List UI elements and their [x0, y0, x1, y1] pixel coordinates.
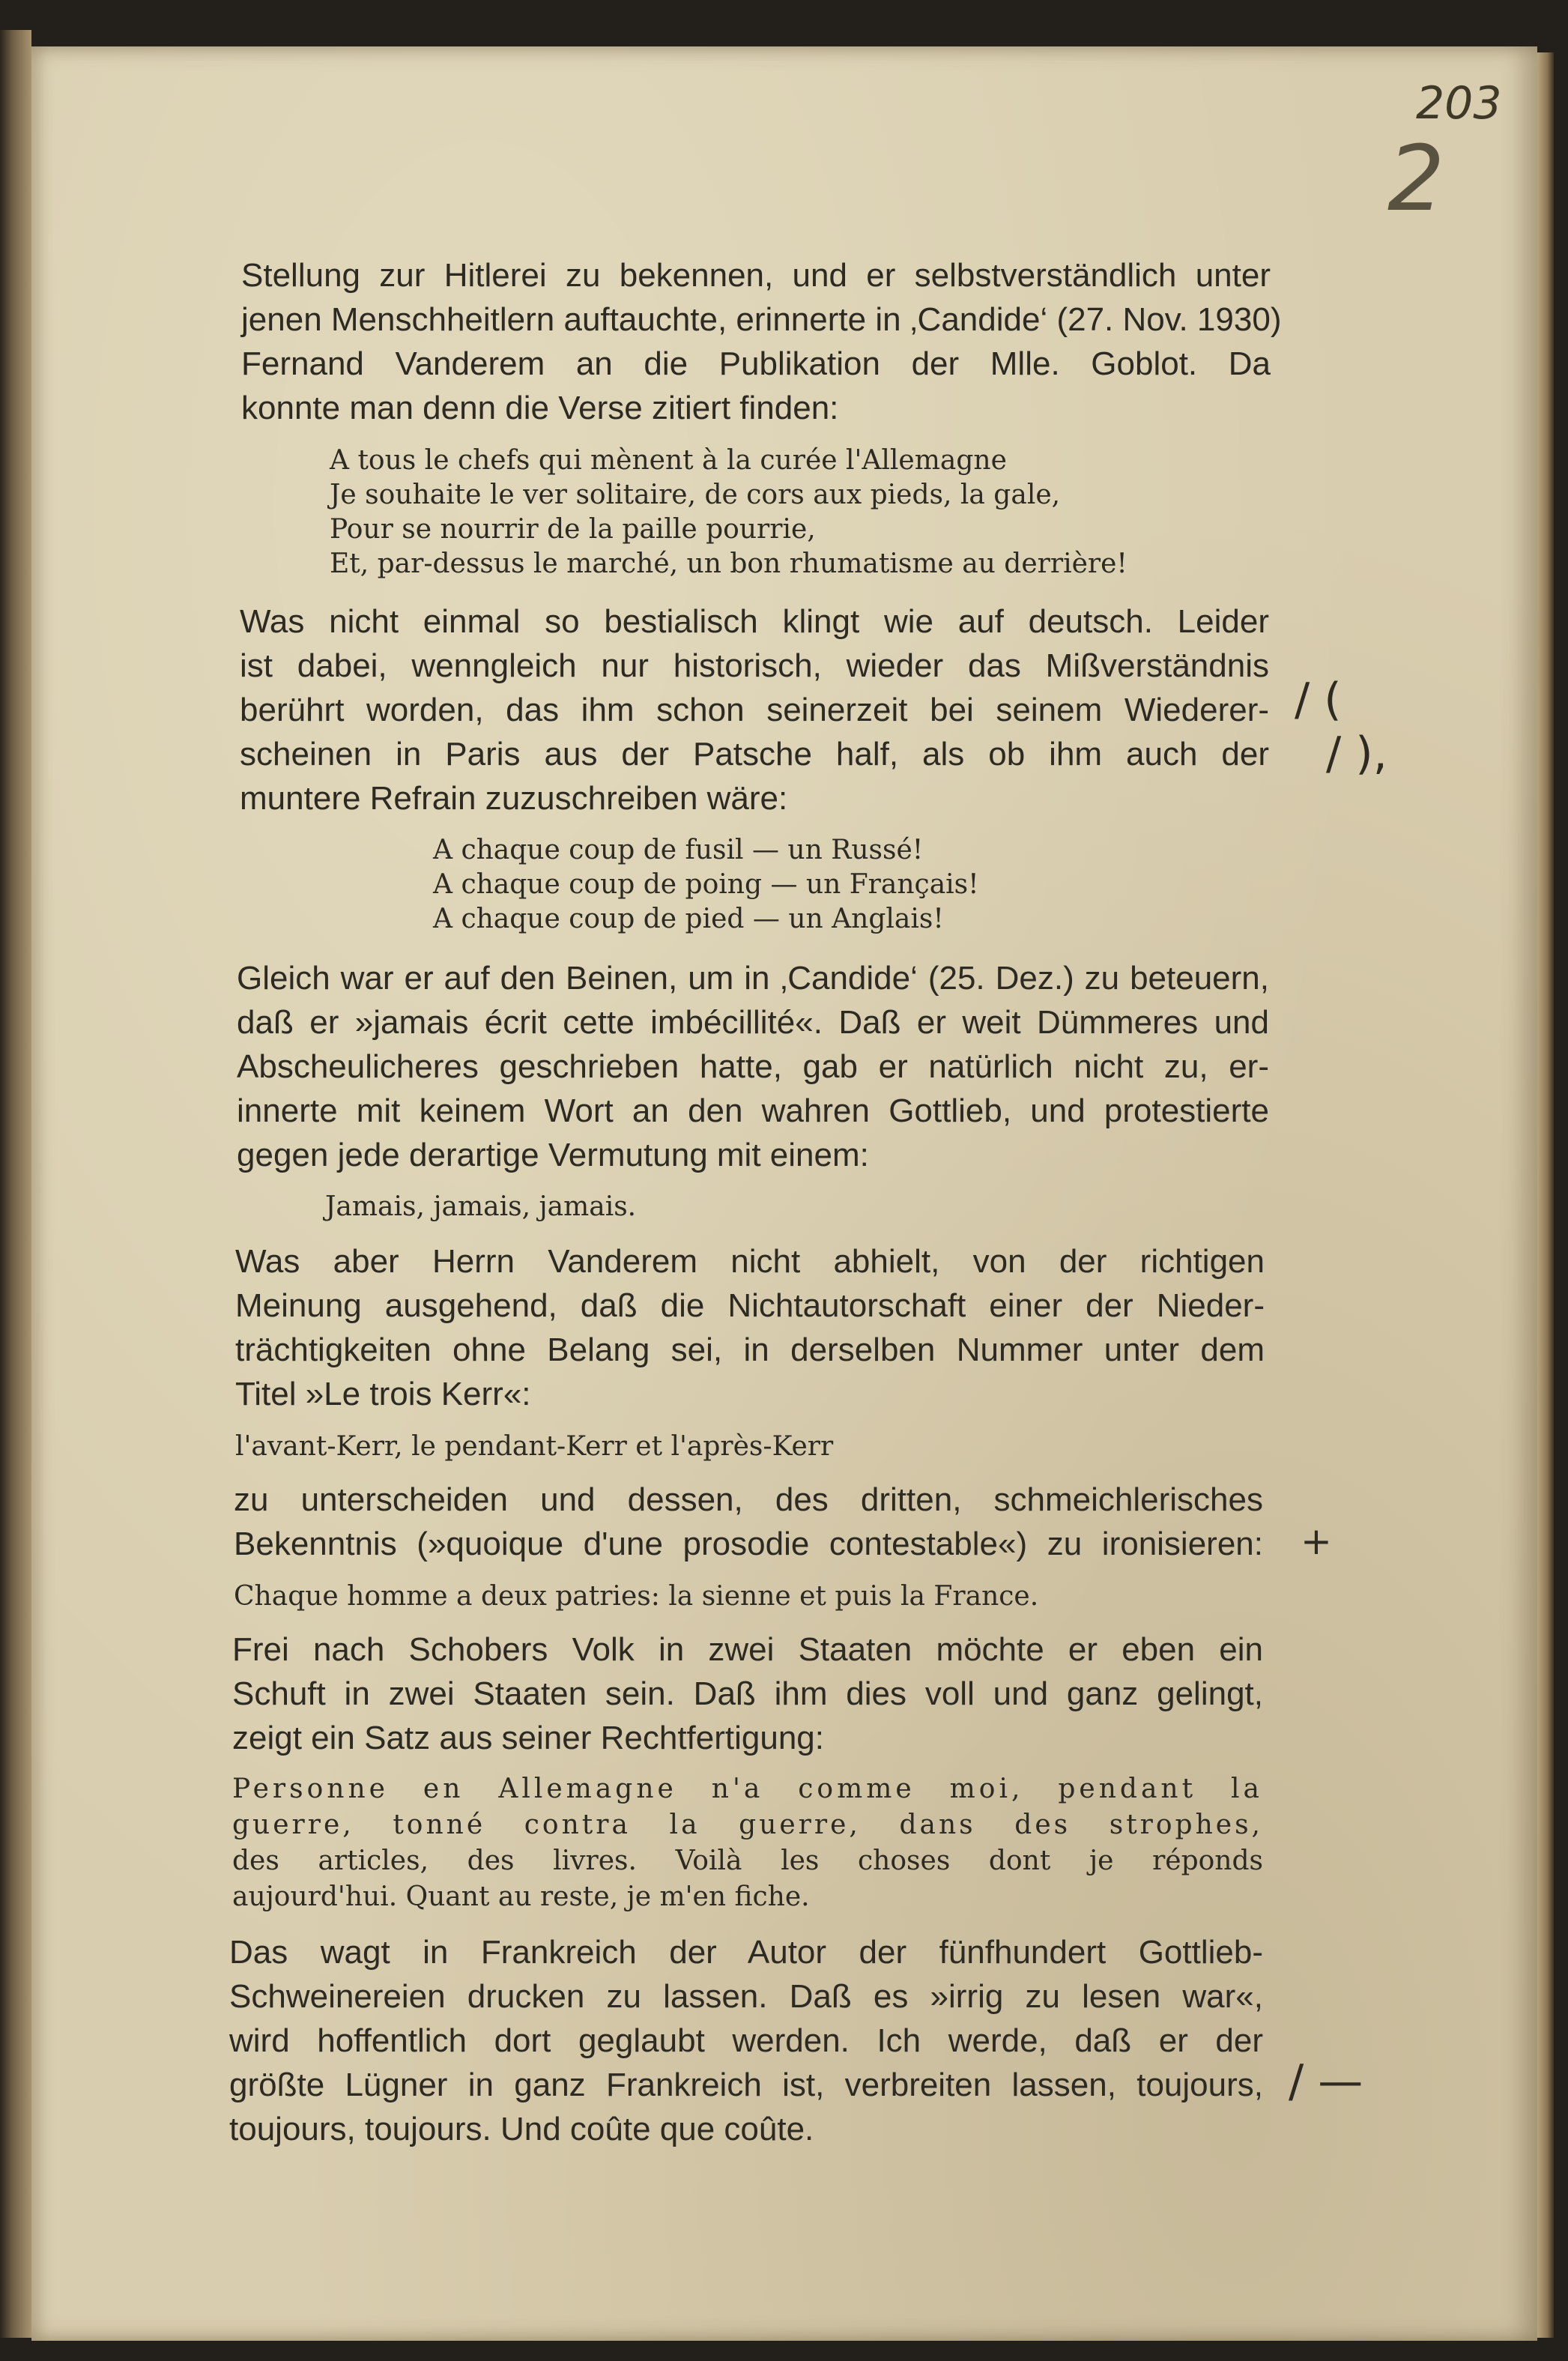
quote-line: guerre, tonné contra la guerre, dans des strophes, — [232, 1810, 1263, 1840]
text-line: Bekenntnis (»quoique d'une prosodie contestable«) zu ironisieren: — [234, 1526, 1263, 1562]
text-line: größte Lügner in ganz Frankreich ist, verbreiten lassen, toujours, — [229, 2067, 1263, 2103]
text-line: scheinen in Paris aus der Patsche half, als ob ihm auch der — [240, 736, 1269, 773]
text-line: innerte mit keinem Wort an den wahren Gottlieb, und protestierte — [237, 1092, 1269, 1129]
quote-deux-patries: Chaque homme a deux patries: la sienne et puis la France. — [234, 1581, 1039, 1612]
paragraph-7 — [229, 1930, 1263, 2151]
text-line: trächtigkeiten ohne Belang sei, in derselben Nummer unter dem — [235, 1331, 1265, 1368]
verse-line: A chaque coup de fusil — un Russé! — [433, 835, 924, 865]
text-line: daß er »jamais écrit cette imbécillité«. Daß er weit Dümmeres und — [237, 1004, 1269, 1041]
verse-quote-2 — [433, 833, 1107, 937]
handwritten-sheet-number: 2 — [1387, 127, 1445, 232]
scan-background-left — [0, 30, 31, 2338]
margin-correction-mark: + — [1301, 1520, 1332, 1563]
handwritten-page-number: 203 — [1416, 77, 1502, 130]
page-edge-right — [1537, 52, 1554, 2338]
quote-trois-kerr: l'avant-Kerr, le pendant-Kerr et l'après-Kerr — [235, 1431, 834, 1462]
paragraph-6 — [232, 1627, 1263, 1760]
paragraph-4 — [235, 1239, 1265, 1416]
text-line: Was nicht einmal so bestialisch klingt wie auf deutsch. Leider — [240, 603, 1269, 640]
verse-quote-1 — [330, 444, 1229, 581]
margin-correction-mark: / ), — [1326, 728, 1387, 780]
text-line: Fernand Vanderem an die Publikation der Mlle. Goblot. Da — [241, 345, 1271, 382]
quote-rechtfertigung — [232, 1771, 1263, 1915]
verse-line: A tous le chefs qui mènent à la curée l'Allemagne — [330, 445, 1007, 476]
paragraph-5 — [234, 1478, 1263, 1566]
verse-line: Je souhaite le ver solitaire, de cors aux pieds, la gale, — [330, 480, 1061, 510]
text-line: Abscheulicheres geschrieben hatte, gab er natürlich nicht zu, er- — [237, 1048, 1269, 1085]
verse-line: A chaque coup de pied — un Anglais! — [433, 904, 944, 934]
verse-line: Pour se nourrir de la paille pourrie, — [330, 514, 816, 545]
text-line: muntere Refrain zuzuschreiben wäre: — [240, 780, 788, 817]
text-line: Frei nach Schobers Volk in zwei Staaten möchte er eben ein — [232, 1631, 1263, 1668]
text-line: Was aber Herrn Vanderem nicht abhielt, von der richtigen — [235, 1243, 1265, 1280]
verse-line: A chaque coup de poing — un Français! — [433, 869, 979, 900]
text-line: konnte man denn die Verse zitiert finden: — [241, 390, 839, 426]
text-line: Stellung zur Hitlerei zu bekennen, und er selbstverständlich unter — [241, 257, 1271, 294]
text-line: toujours, toujours. Und coûte que coûte. — [229, 2111, 814, 2147]
margin-correction-mark: / ( — [1295, 674, 1342, 726]
text-line: Das wagt in Frankreich der Autor der fünfhundert Gottlieb- — [229, 1934, 1263, 1971]
text-line: jenen Menschheitlern auftauchte, erinnerte in ‚Candide‘ (27. Nov. 1930) — [241, 301, 1282, 338]
paragraph-3 — [237, 956, 1269, 1177]
text-line: Gleich war er auf den Beinen, um in ‚Candide‘ (25. Dez.) zu beteuern, — [237, 960, 1269, 997]
text-line: wird hoffentlich dort geglaubt werden. Ich werde, daß er der — [229, 2022, 1263, 2059]
verse-line: Et, par-dessus le marché, un bon rhumatisme au derrière! — [330, 548, 1127, 579]
text-line: Meinung ausgehend, daß die Nichtautorschaft einer der Nieder- — [235, 1287, 1265, 1324]
text-line: Titel »Le trois Kerr«: — [235, 1376, 531, 1412]
paragraph-2 — [240, 599, 1269, 820]
text-line: berührt worden, das ihm schon seinerzeit bei seinem Wiederer- — [240, 692, 1269, 728]
text-line: ist dabei, wenngleich nur historisch, wieder das Mißverständnis — [240, 647, 1269, 684]
quote-line: aujourd'hui. Quant au reste, je m'en fiche. — [232, 1881, 810, 1912]
text-line: gegen jede derartige Vermutung mit einem: — [237, 1137, 869, 1173]
quote-line: des articles, des livres. Voilà les choses dont je réponds — [232, 1845, 1263, 1876]
text-line: Schuft in zwei Staaten sein. Daß ihm dies voll und ganz gelingt, — [232, 1675, 1263, 1712]
quote-jamais: Jamais, jamais, jamais. — [325, 1191, 637, 1222]
margin-correction-mark: / — — [1289, 2055, 1363, 2108]
quote-line: Personne en Allemagne n'a comme moi, pendant la — [232, 1774, 1263, 1804]
paragraph-1 — [241, 253, 1282, 430]
text-line: Schweinereien drucken zu lassen. Daß es »irrig zu lesen war«, — [229, 1978, 1263, 2015]
text-line: zu unterscheiden und dessen, des dritten, schmeichlerisches — [234, 1481, 1263, 1518]
text-line: zeigt ein Satz aus seiner Rechtfertigung: — [232, 1720, 825, 1756]
